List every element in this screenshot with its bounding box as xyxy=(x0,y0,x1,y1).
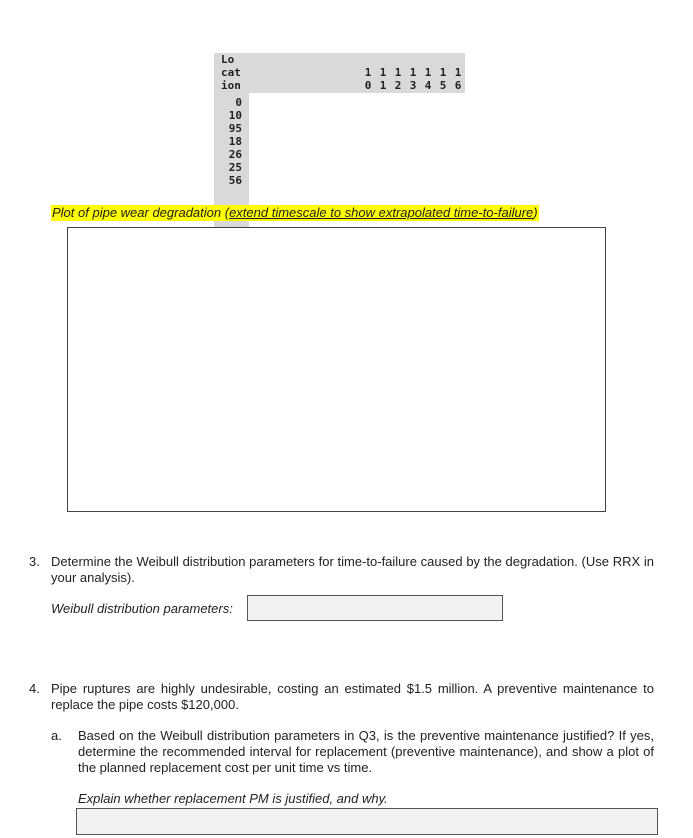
column-header-digit: 4 xyxy=(424,79,432,92)
location-value: 95 xyxy=(228,122,242,135)
question-4a-letter: a. xyxy=(51,728,62,743)
column-header-15 xyxy=(438,66,448,92)
location-value: 25 xyxy=(228,161,242,174)
location-value: 10 xyxy=(228,109,242,122)
location-header-part: Lo xyxy=(221,53,235,66)
column-header-16 xyxy=(453,66,463,92)
plot-caption-underlined: extend timescale to show extrapolated time-to-failure xyxy=(229,205,534,220)
column-header-digit: 2 xyxy=(394,79,402,92)
column-header-digit: 1 xyxy=(364,66,372,79)
plot-area[interactable] xyxy=(67,227,606,512)
column-header-11 xyxy=(378,66,388,92)
weibull-params-field[interactable] xyxy=(247,595,503,621)
pm-justification-field[interactable] xyxy=(76,808,658,835)
column-header-13 xyxy=(408,66,418,92)
location-value: 18 xyxy=(228,135,242,148)
location-header-part: cat xyxy=(221,66,241,79)
column-header-10 xyxy=(363,66,373,92)
column-header-digit: 1 xyxy=(454,66,462,79)
question-3-number: 3. xyxy=(29,554,40,569)
column-header-digit: 1 xyxy=(439,66,447,79)
weibull-params-label: Weibull distribution parameters: xyxy=(51,601,233,616)
pm-justification-label: Explain whether replacement PM is justified, and why. xyxy=(78,791,388,806)
column-header-12 xyxy=(393,66,403,92)
question-4a-text: Based on the Weibull distribution parameters in Q3, is the preventive maintenance justified? If yes, determine the recommended interval for replacement (preventive maintenance), and show a plot of the planned replacement cost per unit time vs time. xyxy=(78,728,654,775)
location-value: 26 xyxy=(228,148,242,161)
column-header-digit: 1 xyxy=(379,66,387,79)
location-value: 56 xyxy=(228,174,242,187)
question-4-text: Pipe ruptures are highly undesirable, costing an estimated $1.5 million. A preventive maintenance to replace the pipe costs $120,000. xyxy=(51,681,654,712)
location-header-part: ion xyxy=(221,79,241,92)
column-header-digit: 5 xyxy=(439,79,447,92)
column-header-digit: 1 xyxy=(394,66,402,79)
question-4-number: 4. xyxy=(29,681,40,696)
column-header-digit: 1 xyxy=(379,79,387,92)
location-header xyxy=(221,53,249,92)
question-3-text: Determine the Weibull distribution parameters for time-to-failure caused by the degradation. (Use RRX in your analysis). xyxy=(51,554,654,585)
column-header-digit: 0 xyxy=(364,79,372,92)
column-header-digit: 6 xyxy=(454,79,462,92)
plot-caption xyxy=(51,205,539,221)
location-value: 0 xyxy=(235,96,242,109)
plot-caption-lead: Plot of pipe wear degradation ( xyxy=(52,205,230,220)
column-header-digit: 1 xyxy=(424,66,432,79)
plot-caption-tail: ) xyxy=(533,205,538,220)
location-values xyxy=(214,96,242,187)
column-header-digit: 3 xyxy=(409,79,417,92)
column-header-14 xyxy=(423,66,433,92)
column-header-digit: 1 xyxy=(409,66,417,79)
